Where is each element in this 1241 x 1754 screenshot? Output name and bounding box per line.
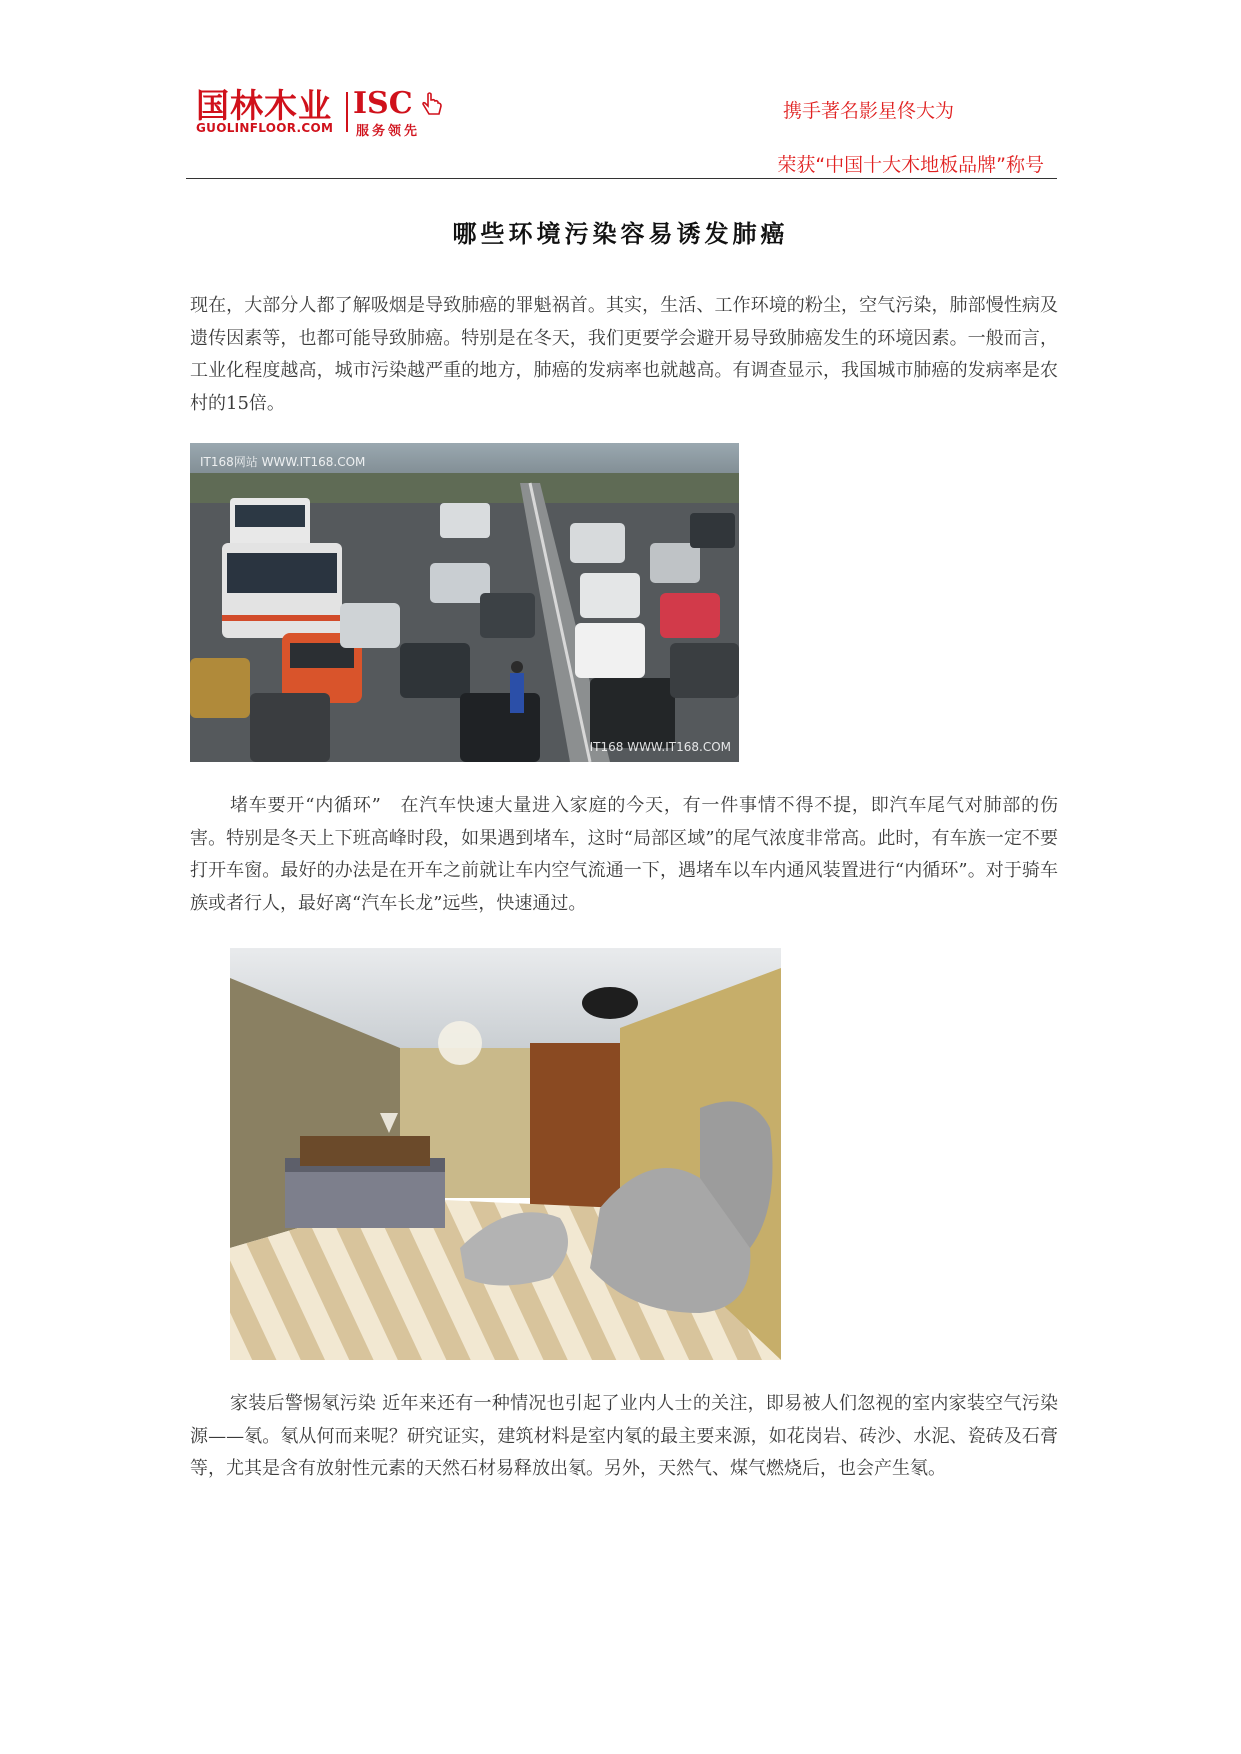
image-watermark-bottom: IT168 WWW.IT168.COM [589, 740, 731, 754]
paragraph-intro: 现在，大部分人都了解吸烟是导致肺癌的罪魁祸首。其实，生活、工作环境的粉尘，空气污染，肺部慢性病及遗传因素等，也都可能导致肺癌。特别是在冬天，我们更要学会避开易导致肺癌发生的环境因素。一般而言，工业化程度越高，城市污染越严重的地方，肺癌的发病率也就越高。有调查显示，我国城市肺癌的发病率是农村的15倍。 [190, 295, 1058, 414]
article-title: 哪些环境污染容易诱发肺癌 [452, 220, 789, 248]
paragraph-radon: 家装后警惕氡污染 近年来还有一种情况也引起了业内人士的关注，即易被人们忽视的室内家装空气污染源——氡。氡从何而来呢？研究证实，建筑材料是室内氡的最主要来源，如花岗岩、砖沙、水泥、瓷砖及石膏等，尤其是含有放射性元素的天然石材易释放出氡。另外，天然气、煤气燃烧后，也会产生氡。 [190, 1393, 1058, 1479]
logo-brand-cn: 国林木业 [196, 86, 332, 125]
logo-slogan: 服务领先 [356, 124, 421, 139]
image-watermark-top: IT168网站 WWW.IT168.COM [200, 455, 366, 469]
pointing-hand-icon [420, 92, 444, 122]
traffic-jam-photo [190, 443, 739, 762]
paragraph-traffic: 堵车要开“内循环” 在汽车快速大量进入家庭的今天，有一件事情不得不提，即汽车尾气对肺部的伤害。特别是冬天上下班高峰时段，如果遇到堵车，这时“局部区域”的尾气浓度非常高。此时，有车族一定不要打开车窗。最好的办法是在开车之前就让车内空气流通一下，遇堵车以车内通风装置进行“内循环”。对于骑车族或者行人，最好离“汽车长龙”远些，快速通过。 [190, 795, 1058, 914]
header-divider [186, 178, 1057, 179]
bedroom-interior-photo [230, 948, 781, 1360]
logo-brand-isc: ISC [353, 86, 413, 121]
logo-url: GUOLINFLOOR.COM [196, 121, 334, 135]
header-tagline-1: 携手著名影星佟大为 [782, 100, 954, 122]
header-tagline-2: 荣获“中国十大木地板品牌”称号 [777, 154, 1044, 176]
logo-divider [346, 92, 348, 132]
brand-logo[interactable] [196, 88, 451, 138]
